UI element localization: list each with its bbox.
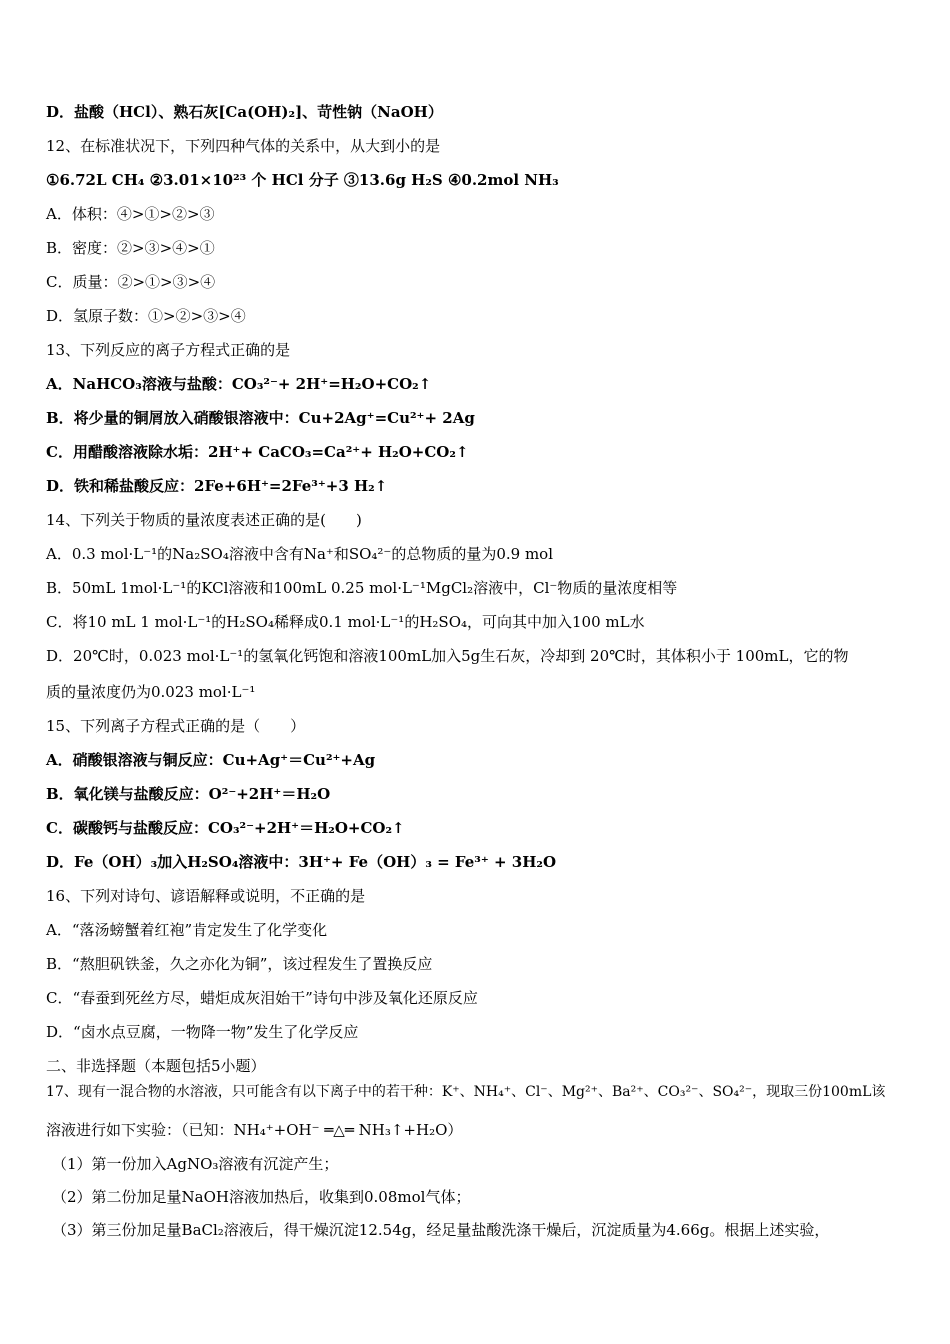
q17-stem-line1: 17、现有一混合物的水溶液，只可能含有以下离子中的若干种：K⁺、NH₄⁺、Cl⁻、Mg²⁺、Ba²⁺、CO₃²⁻、SO₄²⁻，现取三份100mL该 — [46, 1084, 886, 1100]
q13-option-d: D．铁和稀盐酸反应：2Fe+6H⁺=2Fe³⁺+3 H₂↑ — [46, 477, 388, 495]
q14-option-d-line2: 质的量浓度仍为0.023 mol·L⁻¹ — [46, 683, 256, 701]
q14-option-b: B．50mL 1mol·L⁻¹的KCl溶液和100mL 0.25 mol·L⁻¹MgCl₂溶液中，Cl⁻物质的量浓度相等 — [46, 579, 678, 597]
q16-option-b: B．“熬胆矾铁釜，久之亦化为铜”，该过程发生了置换反应 — [46, 955, 433, 973]
q13-option-a: A．NaHCO₃溶液与盐酸：CO₃²⁻+ 2H⁺=H₂O+CO₂↑ — [46, 375, 432, 393]
q12-option-d: D．氢原子数：①>②>③>④ — [46, 307, 246, 325]
q16-option-d: D．“卤水点豆腐，一物降一物”发生了化学反应 — [46, 1023, 359, 1041]
q16-option-c: C．“春蚕到死丝方尽，蜡炬成灰泪始干”诗句中涉及氧化还原反应 — [46, 989, 478, 1007]
q17-step-2: （2）第二份加足量NaOH溶液加热后，收集到0.08mol气体； — [52, 1188, 471, 1206]
q12-stem: 12、在标准状况下，下列四种气体的关系中，从大到小的是 — [46, 137, 441, 155]
q13-option-b: B．将少量的铜屑放入硝酸银溶液中：Cu+2Ag⁺=Cu²⁺+ 2Ag — [46, 409, 475, 427]
q14-option-c: C．将10 mL 1 mol·L⁻¹的H₂SO₄稀释成0.1 mol·L⁻¹的H₂SO₄，可向其中加入100 mL水 — [46, 613, 645, 631]
q16-option-a: A．“落汤螃蟹着红袍”肯定发生了化学变化 — [46, 921, 328, 939]
q14-stem: 14、下列关于物质的量浓度表述正确的是( ) — [46, 511, 362, 529]
q17-step-3: （3）第三份加足量BaCl₂溶液后，得干燥沉淀12.54g，经足量盐酸洗涤干燥后，沉淀质量为4.66g。根据上述实验， — [52, 1221, 830, 1239]
q11-option-d: D．盐酸（HCl）、熟石灰[Ca(OH)₂]、苛性钠（NaOH） — [46, 103, 443, 121]
q14-option-d-line1: D．20℃时，0.023 mol·L⁻¹的氢氧化钙饱和溶液100mL加入5g生石灰，冷却到 20℃时，其体积小于 100mL，它的物 — [46, 647, 849, 665]
q12-option-b: B．密度：②>③>④>① — [46, 239, 215, 257]
q15-option-a: A．硝酸银溶液与铜反应：Cu+Ag⁺＝Cu²⁺+Ag — [46, 751, 376, 769]
q15-option-c: C．碳酸钙与盐酸反应：CO₃²⁻+2H⁺＝H₂O+CO₂↑ — [46, 819, 405, 837]
q12-items: ①6.72L CH₄ ②3.01×10²³ 个 HCl 分子 ③13.6g H₂S ④0.2mol NH₃ — [46, 171, 559, 189]
q14-option-a: A．0.3 mol·L⁻¹的Na₂SO₄溶液中含有Na⁺和SO₄²⁻的总物质的量为0.9 mol — [46, 545, 554, 563]
section-title: 二、非选择题（本题包括5小题） — [46, 1057, 266, 1075]
q15-stem: 15、下列离子方程式正确的是（ ） — [46, 717, 306, 735]
q12-option-a: A．体积：④>①>②>③ — [46, 205, 215, 223]
q12-option-c: C．质量：②>①>③>④ — [46, 273, 216, 291]
q13-option-c: C．用醋酸溶液除水垢：2H⁺+ CaCO₃=Ca²⁺+ H₂O+CO₂↑ — [46, 443, 469, 461]
q17-stem-line2: 溶液进行如下实验：（已知：NH₄⁺+OH⁻ ═△═ NH₃↑+H₂O） — [46, 1121, 463, 1139]
q17-step-1: （1）第一份加入AgNO₃溶液有沉淀产生； — [52, 1155, 339, 1173]
q13-stem: 13、下列反应的离子方程式正确的是 — [46, 341, 291, 359]
q15-option-b: B．氧化镁与盐酸反应：O²⁻+2H⁺＝H₂O — [46, 785, 331, 803]
q15-option-d: D．Fe（OH）₃加入H₂SO₄溶液中：3H⁺+ Fe（OH）₃ = Fe³⁺ + 3H₂O — [46, 853, 557, 871]
q16-stem: 16、下列对诗句、谚语解释或说明，不正确的是 — [46, 887, 366, 905]
